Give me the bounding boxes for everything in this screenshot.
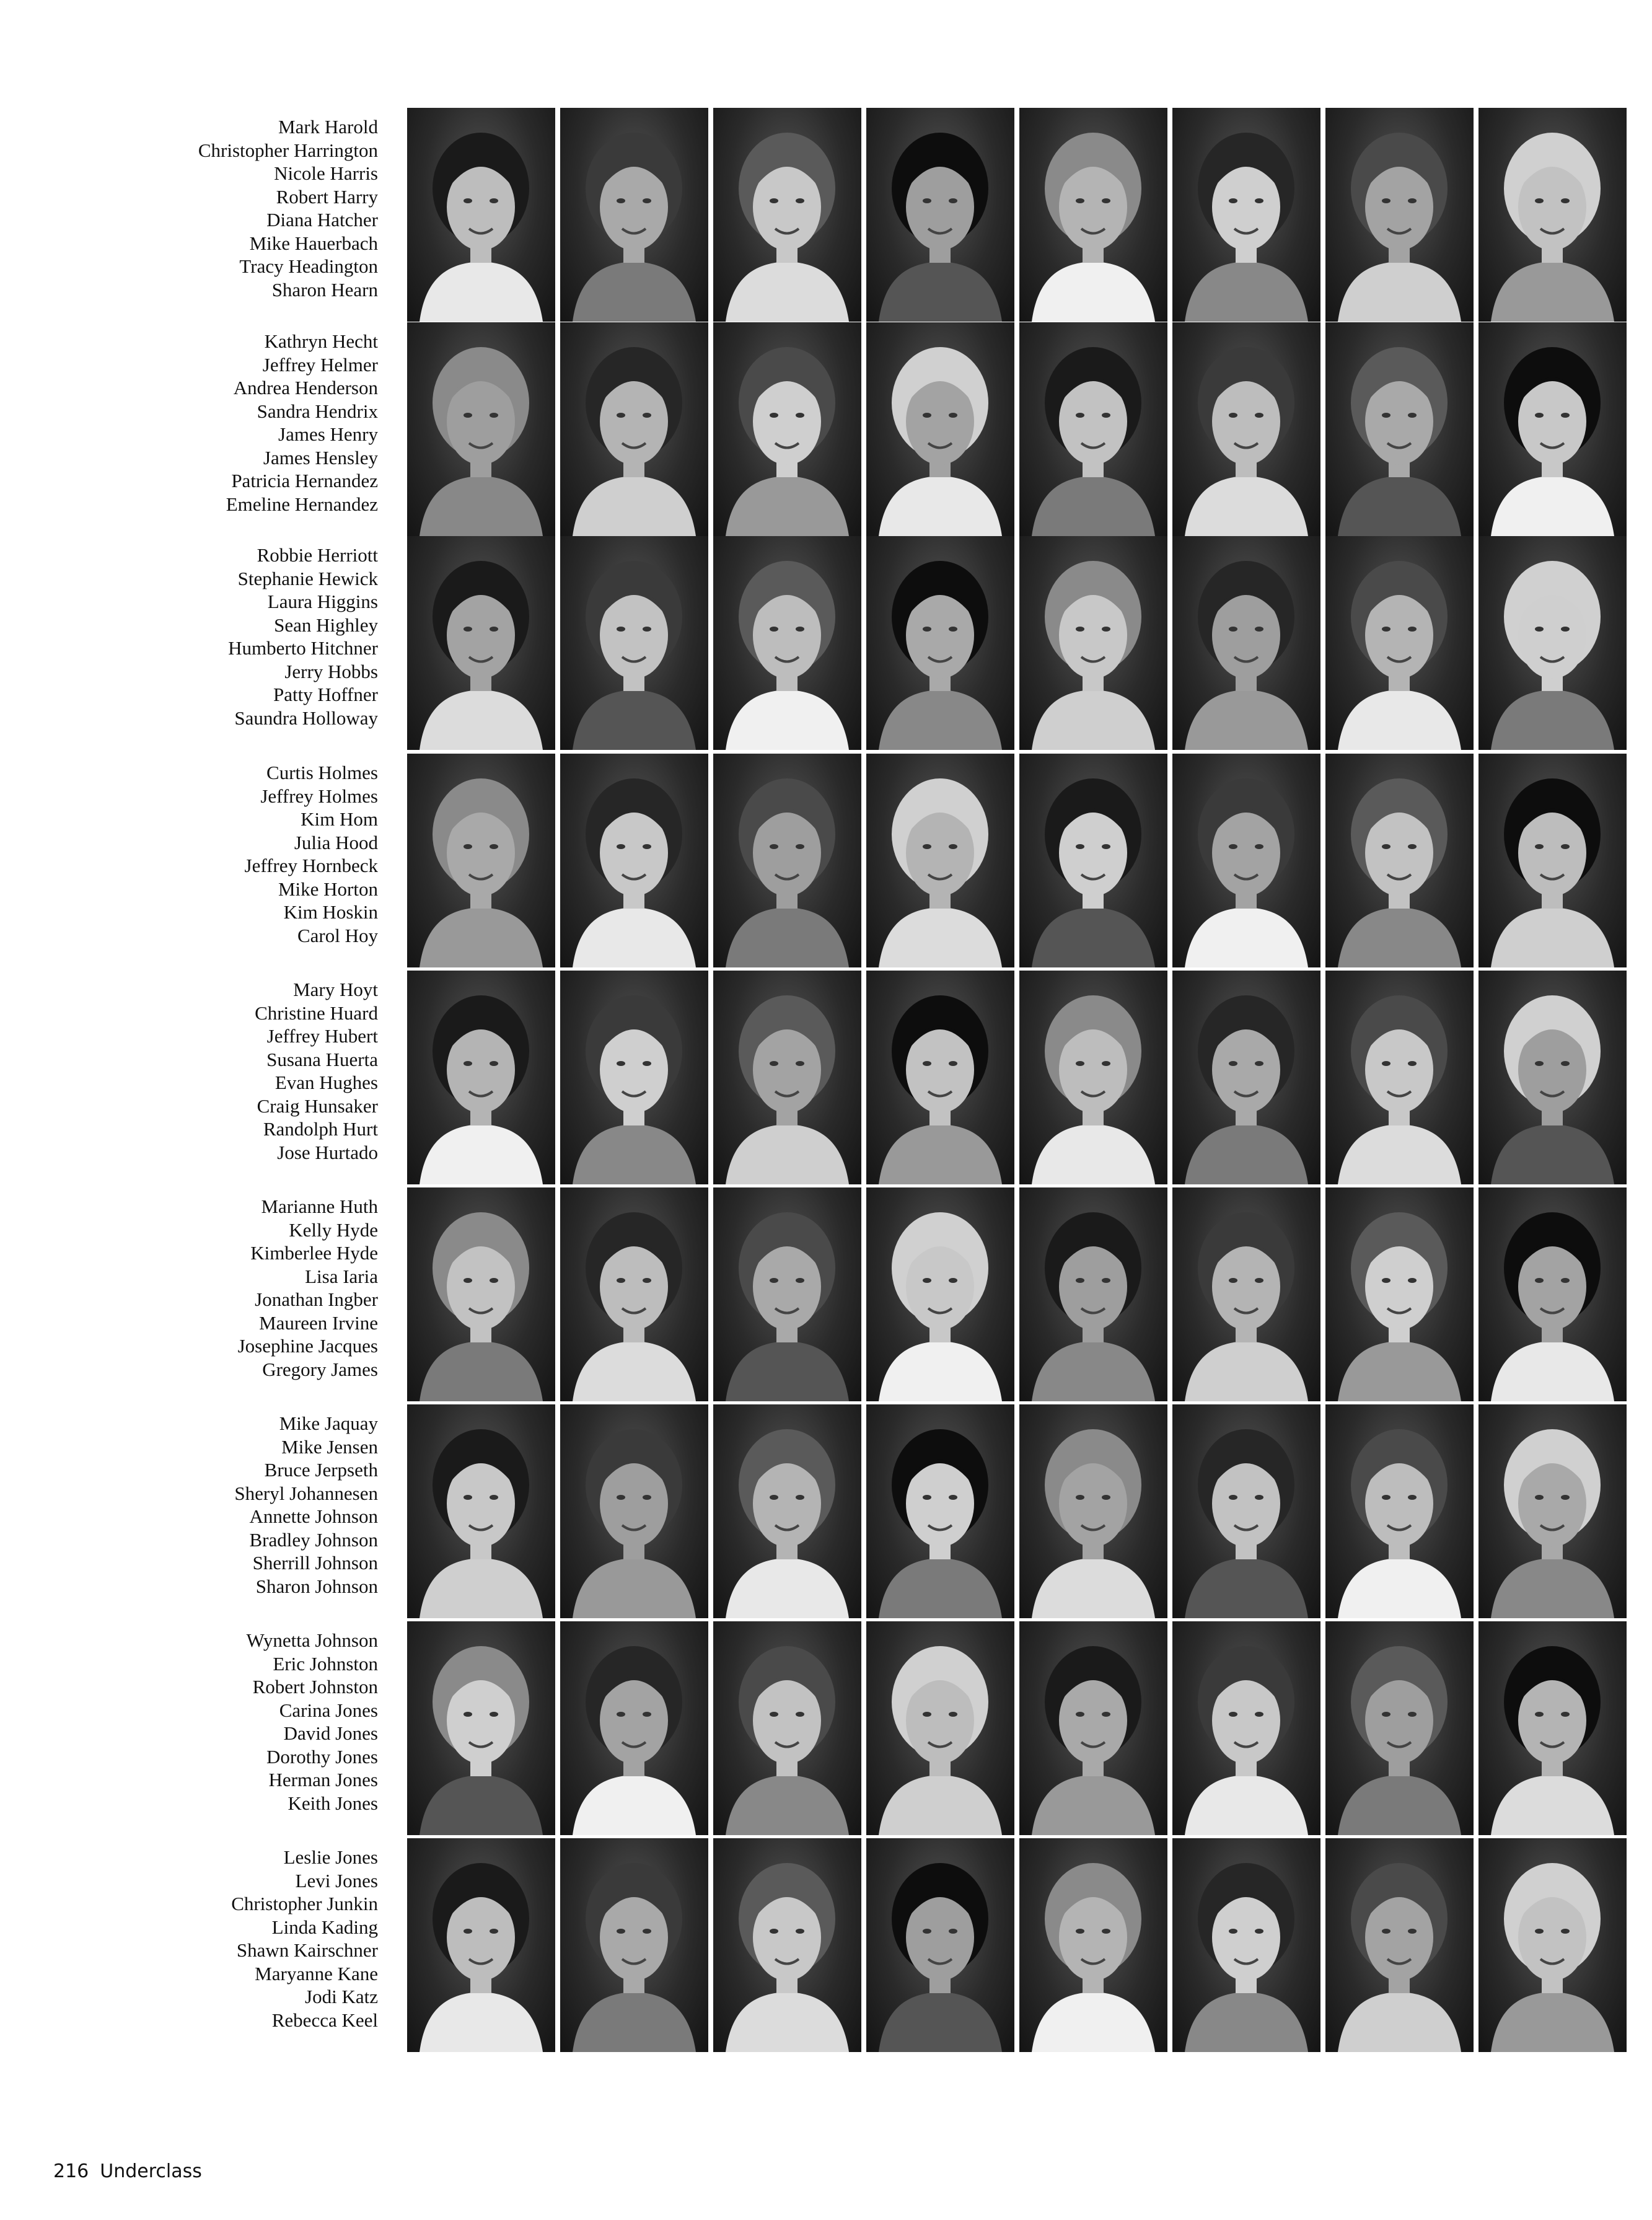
portrait-row <box>0 1838 1652 2052</box>
student-portrait <box>1325 1187 1474 1401</box>
student-name: Bradley Johnson <box>249 1528 378 1551</box>
student-name: Eric Johnston <box>273 1652 378 1675</box>
photo-strip <box>407 1187 1625 1401</box>
student-portrait <box>407 322 555 536</box>
student-name: Kimberlee Hyde <box>250 1242 378 1264</box>
student-name: Christopher Junkin <box>231 1893 378 1914</box>
portrait-row <box>0 971 1652 1184</box>
student-portrait <box>1019 1838 1167 2052</box>
photo-strip <box>407 108 1625 322</box>
student-name: Patricia Hernandez <box>231 470 378 491</box>
student-name: Craig Hunsaker <box>257 1095 378 1117</box>
student-portrait <box>1325 971 1474 1184</box>
student-name: Julia Hood <box>294 831 378 853</box>
student-name: Emeline Hernandez <box>226 493 378 515</box>
student-portrait <box>1478 1187 1627 1401</box>
student-portrait <box>713 754 861 967</box>
student-name: Jonathan Ingber <box>255 1288 378 1310</box>
student-portrait <box>407 1187 555 1401</box>
student-portrait <box>866 971 1014 1184</box>
student-name: Christopher Harrington <box>198 139 378 161</box>
student-name: Mike Jaquay <box>279 1412 378 1434</box>
student-portrait <box>1172 754 1320 967</box>
student-portrait <box>713 1621 861 1835</box>
student-portrait <box>1478 322 1627 536</box>
student-portrait <box>1478 1838 1627 2052</box>
student-name: Sheryl Johannesen <box>234 1482 378 1504</box>
portrait-row <box>0 754 1652 967</box>
portrait-row <box>0 322 1652 536</box>
student-name: Annette Johnson <box>249 1505 378 1527</box>
page-number: 216 <box>53 2161 89 2182</box>
student-portrait <box>866 1621 1014 1835</box>
student-name: James Hensley <box>263 446 378 469</box>
student-name: Jodi Katz <box>305 1986 378 2007</box>
student-name: Mike Jensen <box>281 1435 378 1458</box>
student-name: Kim Hoskin <box>283 901 378 923</box>
student-portrait <box>560 536 708 750</box>
name-list <box>37 761 378 947</box>
student-name: Jeffrey Helmer <box>262 353 378 376</box>
photo-strip <box>407 754 1625 967</box>
student-portrait <box>1019 108 1167 322</box>
student-name: Diana Hatcher <box>266 209 378 231</box>
student-name: Bruce Jerpseth <box>264 1459 378 1481</box>
student-portrait <box>866 1187 1014 1401</box>
student-portrait <box>1172 1838 1320 2052</box>
student-portrait <box>1019 1621 1167 1835</box>
student-name: Mary Hoyt <box>293 979 378 1000</box>
student-portrait <box>1478 1404 1627 1618</box>
portrait-row <box>0 1404 1652 1618</box>
student-name: Keith Jones <box>288 1792 378 1814</box>
student-name: Kim Hom <box>301 808 378 830</box>
student-portrait <box>407 1621 555 1835</box>
student-portrait <box>560 1187 708 1401</box>
student-name: Patty Hoffner <box>273 684 378 705</box>
student-portrait <box>1478 536 1627 750</box>
student-name: Kathryn Hecht <box>264 330 378 352</box>
student-name: Leslie Jones <box>283 1846 378 1868</box>
portrait-row <box>0 536 1652 750</box>
student-portrait <box>1172 1404 1320 1618</box>
student-name: Sherrill Johnson <box>252 1552 378 1574</box>
student-portrait <box>1019 971 1167 1184</box>
student-name: Kelly Hyde <box>289 1218 378 1241</box>
student-name: Evan Hughes <box>275 1072 378 1093</box>
student-portrait <box>713 108 861 322</box>
student-name: Carina Jones <box>279 1699 378 1721</box>
student-name: Sean Highley <box>274 614 378 636</box>
student-name: Saundra Holloway <box>234 707 378 729</box>
student-portrait <box>866 754 1014 967</box>
student-portrait <box>866 322 1014 536</box>
portrait-row <box>0 108 1652 322</box>
photo-strip <box>407 1838 1625 2052</box>
name-list <box>37 115 378 301</box>
student-portrait <box>866 1404 1014 1618</box>
student-portrait <box>866 1838 1014 2052</box>
photo-strip <box>407 971 1625 1184</box>
student-portrait <box>713 971 861 1184</box>
student-portrait <box>1325 754 1474 967</box>
student-portrait <box>1478 754 1627 967</box>
name-list <box>37 1846 378 2032</box>
student-name: Mike Horton <box>278 878 378 900</box>
student-portrait <box>560 1404 708 1618</box>
student-name: Sandra Hendrix <box>257 400 378 422</box>
student-portrait <box>1325 1621 1474 1835</box>
student-name: Randolph Hurt <box>263 1118 378 1140</box>
student-name: Levi Jones <box>295 1869 378 1892</box>
student-portrait <box>866 536 1014 750</box>
student-name: Robert Johnston <box>252 1676 378 1698</box>
student-name: Shawn Kairschner <box>236 1939 378 1961</box>
student-name: James Henry <box>278 423 378 445</box>
student-name: Jeffrey Hornbeck <box>244 855 378 876</box>
page-footer <box>53 2161 202 2182</box>
student-portrait <box>407 536 555 750</box>
student-portrait <box>1172 1187 1320 1401</box>
student-portrait <box>560 322 708 536</box>
photo-strip <box>407 536 1625 750</box>
student-name: Jose Hurtado <box>277 1141 378 1163</box>
student-name: Wynetta Johnson <box>246 1629 378 1651</box>
student-name: Jeffrey Holmes <box>260 785 378 807</box>
student-name: Josephine Jacques <box>237 1335 378 1357</box>
student-name: Carol Hoy <box>297 924 378 946</box>
student-name: Jerry Hobbs <box>284 660 378 682</box>
student-portrait <box>713 1404 861 1618</box>
photo-strip <box>407 322 1625 536</box>
student-name: Nicole Harris <box>274 162 378 184</box>
name-list <box>37 1412 378 1598</box>
student-name: Dorothy Jones <box>266 1745 378 1768</box>
student-name: Susana Huerta <box>266 1048 378 1070</box>
student-portrait <box>1325 536 1474 750</box>
student-name: Sharon Johnson <box>255 1575 378 1597</box>
student-portrait <box>1172 971 1320 1184</box>
student-portrait <box>713 1187 861 1401</box>
student-portrait <box>713 322 861 536</box>
student-name: Gregory James <box>262 1358 378 1380</box>
student-portrait <box>1325 108 1474 322</box>
student-portrait <box>866 108 1014 322</box>
student-portrait <box>713 536 861 750</box>
student-portrait <box>560 1838 708 2052</box>
student-portrait <box>1325 1838 1474 2052</box>
name-list <box>37 330 378 516</box>
portrait-row <box>0 1187 1652 1401</box>
student-portrait <box>1325 322 1474 536</box>
section-title: Underclass <box>100 2161 202 2182</box>
student-portrait <box>1172 536 1320 750</box>
student-portrait <box>713 1838 861 2052</box>
student-name: Stephanie Hewick <box>237 567 378 589</box>
student-portrait <box>407 108 555 322</box>
student-portrait <box>1478 1621 1627 1835</box>
student-portrait <box>1325 1404 1474 1618</box>
student-portrait <box>407 1404 555 1618</box>
photo-strip <box>407 1621 1625 1835</box>
student-portrait <box>407 754 555 967</box>
student-portrait <box>1478 108 1627 322</box>
student-name: Maureen Irvine <box>259 1311 378 1334</box>
student-portrait <box>1172 1621 1320 1835</box>
student-name: Marianne Huth <box>261 1196 378 1217</box>
student-name: Tracy Headington <box>239 255 378 277</box>
student-portrait <box>560 971 708 1184</box>
student-name: Maryanne Kane <box>255 1962 378 1984</box>
student-name: Robert Harry <box>276 185 378 208</box>
student-name: David Jones <box>283 1722 378 1744</box>
student-portrait <box>407 1838 555 2052</box>
student-portrait <box>407 971 555 1184</box>
student-name: Jeffrey Hubert <box>266 1025 378 1047</box>
student-name: Mark Harold <box>278 116 378 138</box>
student-portrait <box>1019 754 1167 967</box>
student-name: Rebecca Keel <box>271 2009 378 2031</box>
student-name: Linda Kading <box>271 1916 378 1938</box>
name-list <box>37 978 378 1164</box>
student-name: Christine Huard <box>255 1002 378 1024</box>
name-list <box>37 1629 378 1815</box>
portrait-row <box>0 1621 1652 1835</box>
student-portrait <box>1478 971 1627 1184</box>
student-name: Laura Higgins <box>267 591 378 612</box>
student-portrait <box>1019 536 1167 750</box>
student-portrait <box>560 108 708 322</box>
student-portrait <box>1019 322 1167 536</box>
student-name: Sharon Hearn <box>271 278 378 301</box>
student-portrait <box>1172 108 1320 322</box>
student-portrait <box>1019 1404 1167 1618</box>
student-name: Curtis Holmes <box>266 762 378 783</box>
student-name: Lisa Iaria <box>305 1265 378 1287</box>
photo-strip <box>407 1404 1625 1618</box>
student-name: Humberto Hitchner <box>228 637 378 659</box>
student-name: Herman Jones <box>268 1769 378 1791</box>
student-portrait <box>560 1621 708 1835</box>
student-portrait <box>1019 1187 1167 1401</box>
student-name: Robbie Herriott <box>257 544 378 566</box>
student-portrait <box>1172 322 1320 536</box>
student-portrait <box>560 754 708 967</box>
name-list <box>37 544 378 729</box>
name-list <box>37 1195 378 1381</box>
student-name: Andrea Henderson <box>233 377 378 399</box>
student-name: Mike Hauerbach <box>249 232 378 254</box>
